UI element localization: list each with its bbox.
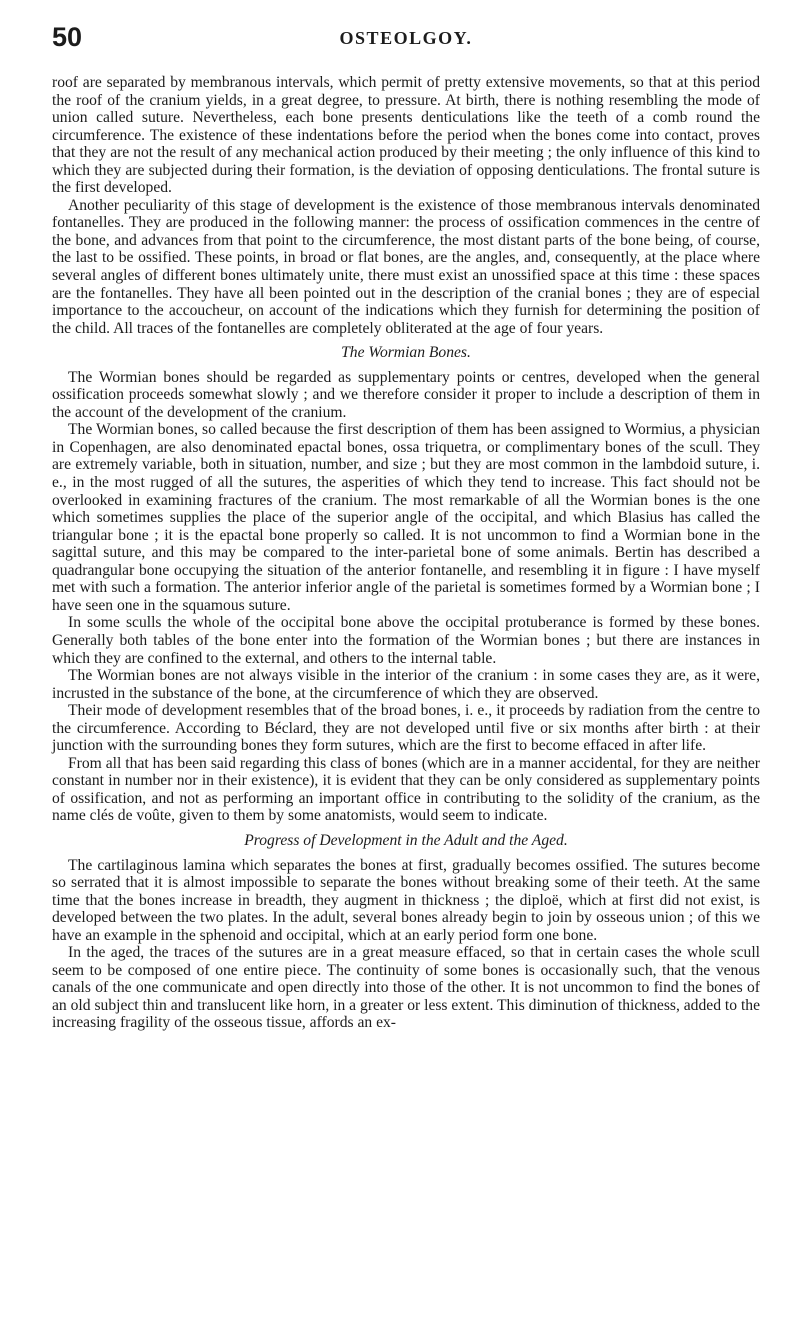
paragraph: Another peculiarity of this stage of development is the existence of those membranous intervals denominated fontanelles. They are produced in the following manner: the process of ossification commences in the centre of the bone, and advances from that point to the circumference, the most distant parts of the bone being, of course, the last to be ossified. These points, in broad or flat bones, are the angles, and, consequently, at the place where several angles of different bones ultimately unite, there must exist an unossified space at this time : these spaces are the fontanelles. They have all been pointed out in the description of the cranial bones ; they are of especial importance to the accoucheur, on account of the indications which they furnish for determining the position of the child. All traces of the fontanelles are completely obliterated at the age of four years. bbox=[52, 196, 760, 337]
paragraph: Their mode of development resembles that of the broad bones, i. e., it proceeds by radiation from the centre to the circumference. According to Béclard, they are not developed until five or six months after birth : at their junction with the surrounding bones they form sutures, which are the first to become effaced in after life. bbox=[52, 702, 760, 755]
page-number: 50 bbox=[52, 22, 83, 52]
body-text bbox=[52, 74, 760, 1032]
paragraph: The Wormian bones are not always visible in the interior of the cranium : in some cases they are, as it were, incrusted in the substance of the bone, at the circumference of which they are observed. bbox=[52, 667, 760, 702]
running-head: OSTEOLGOY. bbox=[339, 28, 473, 48]
paragraph: In the aged, the traces of the sutures are in a great measure effaced, so that in certain cases the whole scull seem to be composed of one entire piece. The continuity of some bones is occasionally such, that the venous canals of the one communicate and open directly into those of the other. It is not uncommon to find the bones of an old subject thin and translucent like horn, in a greater or less extent. This diminution of thickness, added to the increasing fragility of the osseous tissue, affords an ex- bbox=[52, 944, 760, 1032]
paragraph: In some sculls the whole of the occipital bone above the occipital protuberance is formed by these bones. Generally both tables of the bone enter into the formation of the Wormian bones ; but there are instances in which they are confined to the external, and others to the internal table. bbox=[52, 614, 760, 667]
paragraph: The cartilaginous lamina which separates the bones at first, gradually becomes ossified. The sutures become so serrated that it is almost impossible to separate the bones without breaking some of their teeth. At the same time that the bones increase in breadth, they augment in thickness ; the diploë, which at first did not exist, is developed between the two plates. In the adult, several bones already begin to join by osseous union ; of this we have an example in the sphenoid and occipital, which at an early period form one bone. bbox=[52, 856, 760, 944]
paragraph: roof are separated by membranous intervals, which permit of pretty extensive movements, so that at this period the roof of the cranium yields, in a great degree, to pressure. At birth, there is nothing resembling the mode of union called suture. Nevertheless, each bone presents denticulations like the teeth of a comb round the circumference. The existence of these indentations before the period when the bones come into contact, proves that they are not the result of any mechanical action produced by their meeting ; the only influence of this kind to which they are subjected during their formation, is the deviation of opposing denticulations. The frontal suture is the first developed. bbox=[52, 74, 760, 197]
paragraph: From all that has been said regarding this class of bones (which are in a manner accidental, for they are neither constant in number nor in their existence), it is evident that they can be only considered as supplementary points of ossification, and not as performing an important office in contributing to the solidity of the cranium, as the name clés de voûte, given to them by some anatomists, would seem to indicate. bbox=[52, 754, 760, 825]
section-heading: Progress of Development in the Adult and the Aged. bbox=[244, 831, 568, 849]
paragraph: The Wormian bones, so called because the first description of them has been assigned to Wormius, a physician in Copenhagen, are also denominated epactal bones, ossa triquetra, or complimentary bones of the scull. They are extremely variable, both in situation, number, and size ; but they are most common in the lambdoid suture, i. e., in the most rugged of all the sutures, the asperities of which they tend to increase. This fact should not be overlooked in examining fractures of the cranium. The most remarkable of all the Wormian bones is the one which sometimes supplies the place of the superior angle of the occipital, and which Blasius has called the triangular bone ; it is the epactal bone properly so called. It is not uncommon to find a Wormian bone in the sagittal suture, and this may be compared to the inter-parietal bone of some animals. Bertin has described a quadrangular bone occupying the situation of the anterior fontanelle, and resembling it in figure : I have myself met with such a formation. The anterior inferior angle of the parietal is sometimes formed by a Wormian bone ; I have seen one in the squamous suture. bbox=[52, 421, 760, 614]
section-heading: The Wormian Bones. bbox=[341, 344, 471, 362]
paragraph: The Wormian bones should be regarded as supplementary points or centres, developed when the general ossification proceeds somewhat slowly ; and we therefore consider it proper to include a description of them in the account of the development of the cranium. bbox=[52, 368, 760, 421]
page-header bbox=[52, 22, 760, 62]
